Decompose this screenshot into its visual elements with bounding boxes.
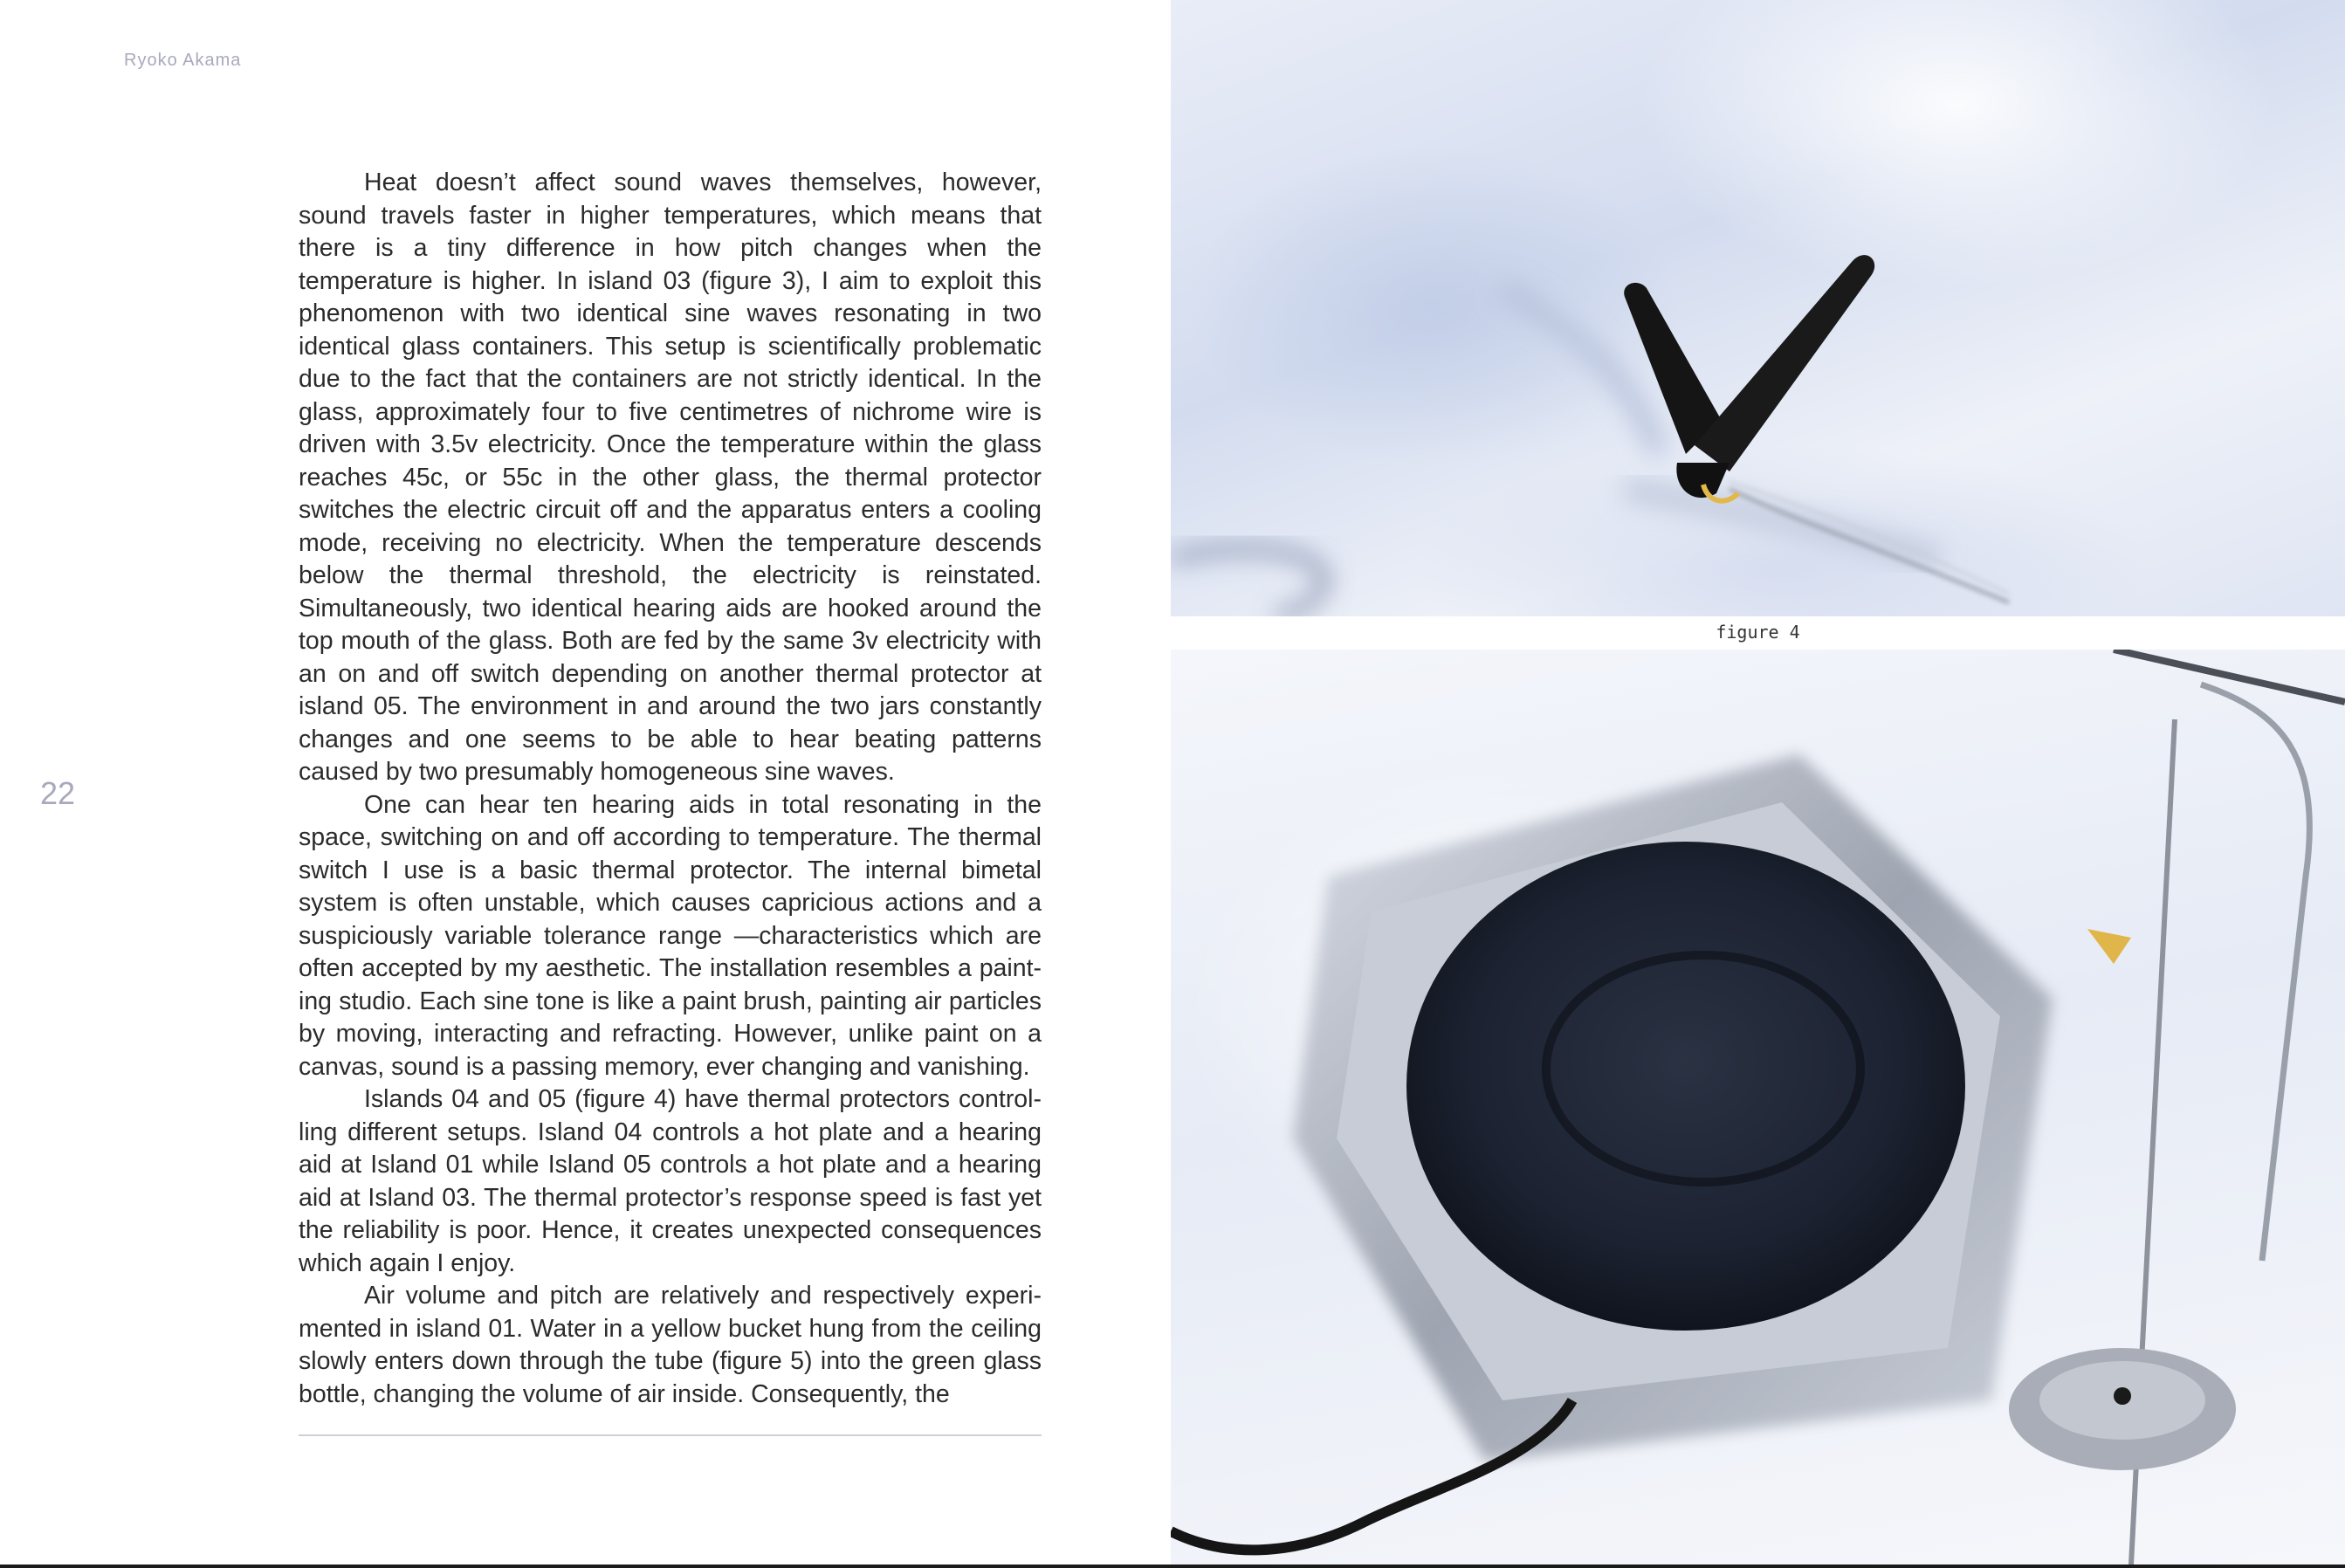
page-bottom-edge: [0, 1565, 2345, 1568]
page-number: 22: [40, 775, 76, 811]
paragraph: Islands 04 and 05 (figure 4) have thermal protectors controlling different setups. Island 04 controls a hot plate and a hearing aid at Island 01 while Island 05 controls a hot plate and a hearing aid at Island 03. The thermal protector’s response speed is fast yet the reliability is poor. Hence, it creates unexpected consequences which again I enjoy.: [299, 1085, 1042, 1277]
left-page: [0, 0, 1171, 1565]
footnote-divider: [299, 1434, 1042, 1436]
body-text: [299, 167, 1042, 1411]
clip-illustration: [1171, 0, 2345, 616]
hotplate-illustration: [1171, 650, 2345, 1565]
running-head-author: Ryoko Akama: [124, 51, 242, 70]
figure-caption: figure 4: [1716, 622, 1800, 643]
paragraph: Heat doesn’t affect sound waves themselves, however, sound travels faster in higher temperatures, which means that there is a tiny difference in how pitch changes when the temperature is higher. In island 03 (figure 3), I aim to exploit this phenomenon with two identical sine waves resonating in two identical glass containers. This setup is scientifically problematic due to the fact that the containers are not strictly identical. In the glass, approximately four to five centimetres of nichrome wire is driven with 3.5v electricity. Once the temperature within the glass reaches 45c, or 55c in the other glass, the thermal protector switches the electric circuit off and the apparatus enters a cooling mode, receiving no electricity. When the temperature descends below the thermal threshold, the electricity is reinstated. Simultaneously, two identical hearing aids are hooked around the top mouth of the glass. Both are fed by the same 3v electricity with an on and off switch depending on another thermal protector at island 05. The environment in and around the two jars constantly changes and one seems to be able to hear beating patterns caused by two presumably homogeneous sine waves.: [299, 168, 1042, 786]
paragraph: One can hear ten hearing aids in total resonating in the space, switching on and off according to temperature. The thermal switch I use is a basic thermal protector. The internal bimetal system is often unstable, which causes capricious actions and a suspiciously variable tolerance range —characteristics which are often accepted by my aesthetic. The installation resembles a painting studio. Each sine tone is like a paint brush, painting air particles by moving, interacting and refracting. However, unlike paint on a canvas, sound is a passing memory, ever changing and vanishing.: [299, 790, 1042, 1081]
paragraph: Air volume and pitch are relatively and respectively experimented in island 01. Water in a yellow bucket hung from the ceiling slowly enters down through the tube (figure 5) into the green glass bottle, changing the volume of air inside. Consequently, the: [299, 1282, 1042, 1408]
right-page: [1171, 0, 2345, 1565]
figure-photo-hotplate: [1171, 650, 2345, 1565]
figure-photo-clip: [1171, 0, 2345, 616]
